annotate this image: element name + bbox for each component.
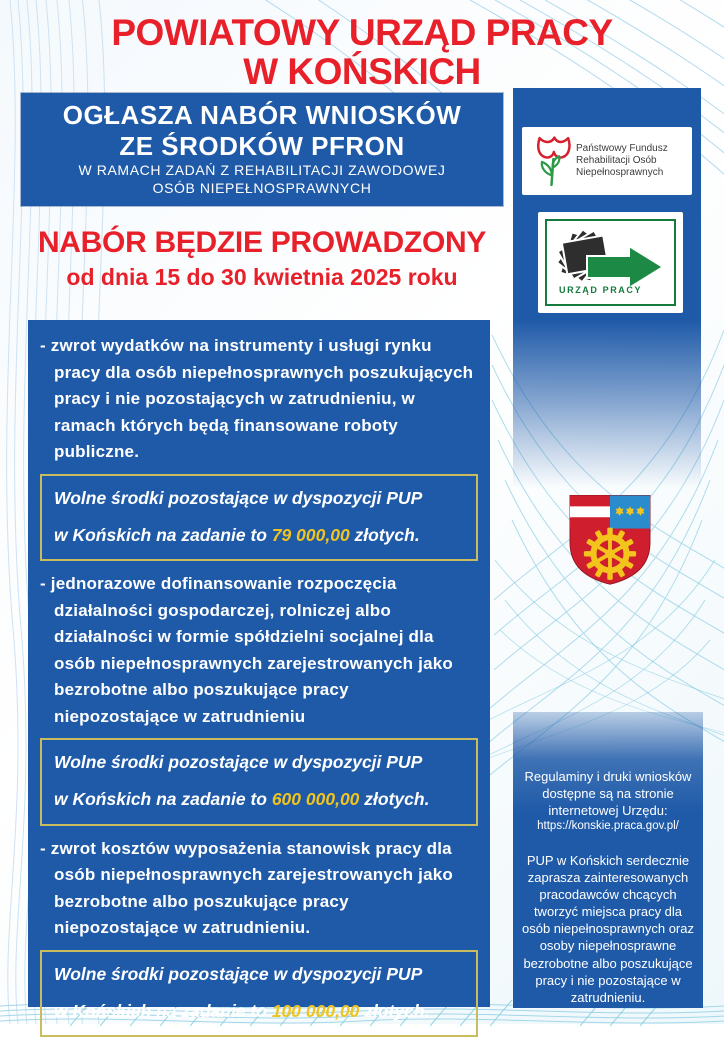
announcement-line2: ZE ŚRODKÓW PFRON <box>119 130 405 161</box>
funds-line2 <box>54 522 464 548</box>
funds-line2-post: złotych. <box>359 789 430 810</box>
recruitment-period <box>21 226 503 291</box>
task-description-2: - jednorazowe dofinansowanie rozpoczęcia działalności gospodarczej, rolniczej albo działalności w formie spółdzielni socjalnej dla osób niepełnosprawnych zarejestrowanych jako bezrobotne albo poszukujące pracy niepozostające w zatrudnieniu <box>40 574 453 726</box>
poster-title <box>0 14 724 90</box>
funds-box-3 <box>40 950 478 1037</box>
title-line1: POWIATOWY URZĄD PRACY <box>111 12 613 53</box>
funds-line1: Wolne środki pozostające w dyspozycji PUP <box>54 963 423 984</box>
funds-box-1 <box>40 474 478 562</box>
pfron-logo-text: Państwowy Fundusz Rehabilitacji Osób Niepełnosprawnych <box>576 143 668 178</box>
funds-amount: 600 000,00 <box>271 789 360 810</box>
funds-amount: 100 000,00 <box>271 1000 360 1021</box>
funds-box-2 <box>40 738 478 826</box>
funds-amount: 79 000,00 <box>271 524 350 545</box>
announcement-line1: OGŁASZA NABÓR WNIOSKÓW <box>62 100 462 131</box>
announcement-line4: OSÓB NIEPEŁNOSPRAWNYCH <box>152 180 372 197</box>
funds-line2-pre: w Końskich na zadanie to <box>54 789 272 810</box>
title-line2: W KOŃSKICH <box>243 51 481 92</box>
funds-line1: Wolne środki pozostające w dyspozycji PUP <box>54 487 423 508</box>
info-paragraph2: PUP w Końskich serdecznie zaprasza zainteresowanych pracodawców chcących tworzyć miejsca pracy dla osób niepełnosprawnych oraz osoby niepełnosprawne bezrobotne albo poszukujące pracy i nie pozostające w zatrudnieniu. <box>522 852 694 1005</box>
funds-line2 <box>54 998 464 1024</box>
pfron-tulip-icon <box>530 133 572 189</box>
funds-line2 <box>54 786 464 812</box>
period-line1: NABÓR BĘDZIE PROWADZONY <box>37 226 487 259</box>
task-description-3: - zwrot kosztów wyposażenia stanowisk pracy dla osób niepełnosprawnych zarejestrowanych jako bezrobotne albo poszukujące pracy niepozostające w zatrudnieniu. <box>40 838 453 938</box>
funds-line1: Wolne środki pozostające w dyspozycji PUP <box>54 752 423 773</box>
info-paragraph1: Regulaminy i druki wniosków dostępne są na stronie internetowej Urzędu: <box>524 769 692 819</box>
funds-line2-post: złotych. <box>349 524 420 545</box>
announcement-line3: W RAMACH ZADAŃ Z REHABILITACJI ZAWODOWEJ <box>78 161 446 178</box>
funds-line2-post: złotych. <box>359 1000 430 1021</box>
pfron-logo-card <box>522 127 692 195</box>
urzad-pracy-logo-frame <box>545 219 676 306</box>
konskie-coat-of-arms <box>566 492 654 586</box>
funds-line2-pre: w Końskich na zadanie to <box>54 524 272 545</box>
tasks-panel <box>28 320 490 1021</box>
urzad-pracy-logo-label: URZĄD PRACY <box>559 285 643 295</box>
announcement-banner <box>21 93 503 206</box>
info-box <box>513 712 703 1008</box>
website-url[interactable]: https://konskie.praca.gov.pl/ <box>537 820 679 833</box>
funds-line2-pre: w Końskich na zadanie to <box>54 1000 272 1021</box>
period-line2: od dnia 15 do 30 kwietnia 2025 roku <box>66 264 458 290</box>
task-description-1: - zwrot wydatków na instrumenty i usługi rynku pracy dla osób niepełnosprawnych poszukujących pracy i nie pozostających w zatrudnieniu, w ramach których będą finansowane roboty publiczne. <box>40 336 474 462</box>
urzad-pracy-logo-card <box>538 212 683 313</box>
logo-strip <box>513 88 701 488</box>
info-spacer <box>522 835 694 852</box>
